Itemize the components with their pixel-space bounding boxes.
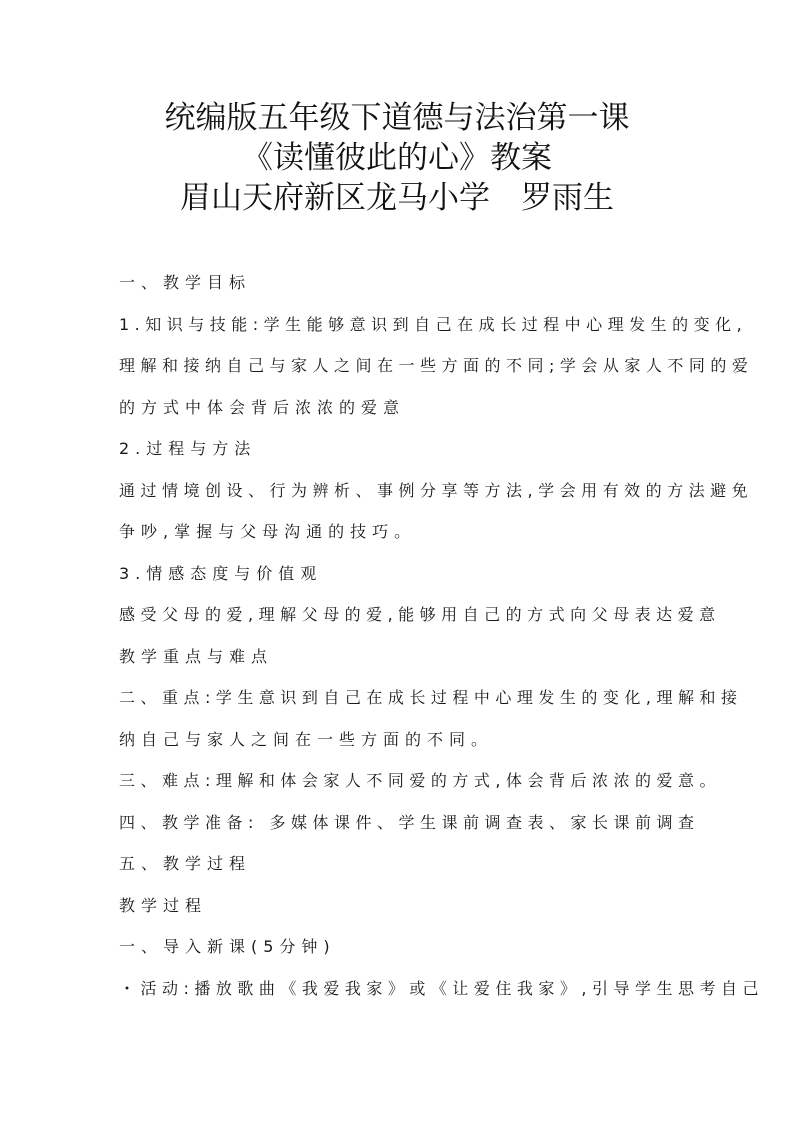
paragraph-line: 理解和接纳自己与家人之间在一些方面的不同;学会从家人不同的爱: [119, 356, 754, 375]
subheading-teaching-process: 教学过程: [119, 896, 208, 915]
paragraph-line: 三、难点:理解和体会家人不同爱的方式,体会背后浓浓的爱意。: [119, 771, 721, 790]
paragraph-line: 纳自己与家人之间在一些方面的不同。: [119, 730, 494, 749]
title-line-lesson: 《读懂彼此的心》教案: [242, 140, 552, 176]
heading-process-method: 2.过程与方法: [119, 439, 257, 458]
paragraph-line: 二、重点:学生意识到自己在成长过程中心理发生的变化,理解和接: [119, 688, 743, 707]
heading-teaching-goals: 一、教学目标: [119, 273, 252, 292]
heading-emotion-values: 3.情感态度与价值观: [119, 564, 323, 583]
heading-intro: 一、导入新课(5分钟): [119, 937, 336, 956]
title-line-course: 统编版五年级下道德与法治第一课: [164, 100, 630, 136]
heading-key-difficult: 教学重点与难点: [119, 647, 274, 666]
title-line-author: 眉山天府新区龙马小学 罗雨生: [180, 180, 614, 216]
paragraph-line: 感受父母的爱,理解父母的爱,能够用自己的方式向父母表达爱意: [119, 605, 721, 624]
paragraph-line: 的方式中体会背后浓浓的爱意: [119, 398, 406, 417]
paragraph-line: 通过情境创设、行为辨析、事例分享等方法,学会用有效的方法避免: [119, 481, 754, 500]
heading-teaching-process: 五、教学过程: [119, 854, 252, 873]
paragraph-line: 四、教学准备: 多媒体课件、学生课前调查表、家长课前调查: [119, 813, 700, 832]
paragraph-line: ・活动:播放歌曲《我爱我家》或《让爱住我家》,引导学生思考自己: [119, 979, 764, 998]
paragraph-line: 1.知识与技能:学生能够意识到自己在成长过程中心理发生的变化,: [119, 315, 748, 334]
paragraph-line: 争吵,掌握与父母沟通的技巧。: [119, 522, 417, 541]
document-title: [0, 98, 794, 218]
